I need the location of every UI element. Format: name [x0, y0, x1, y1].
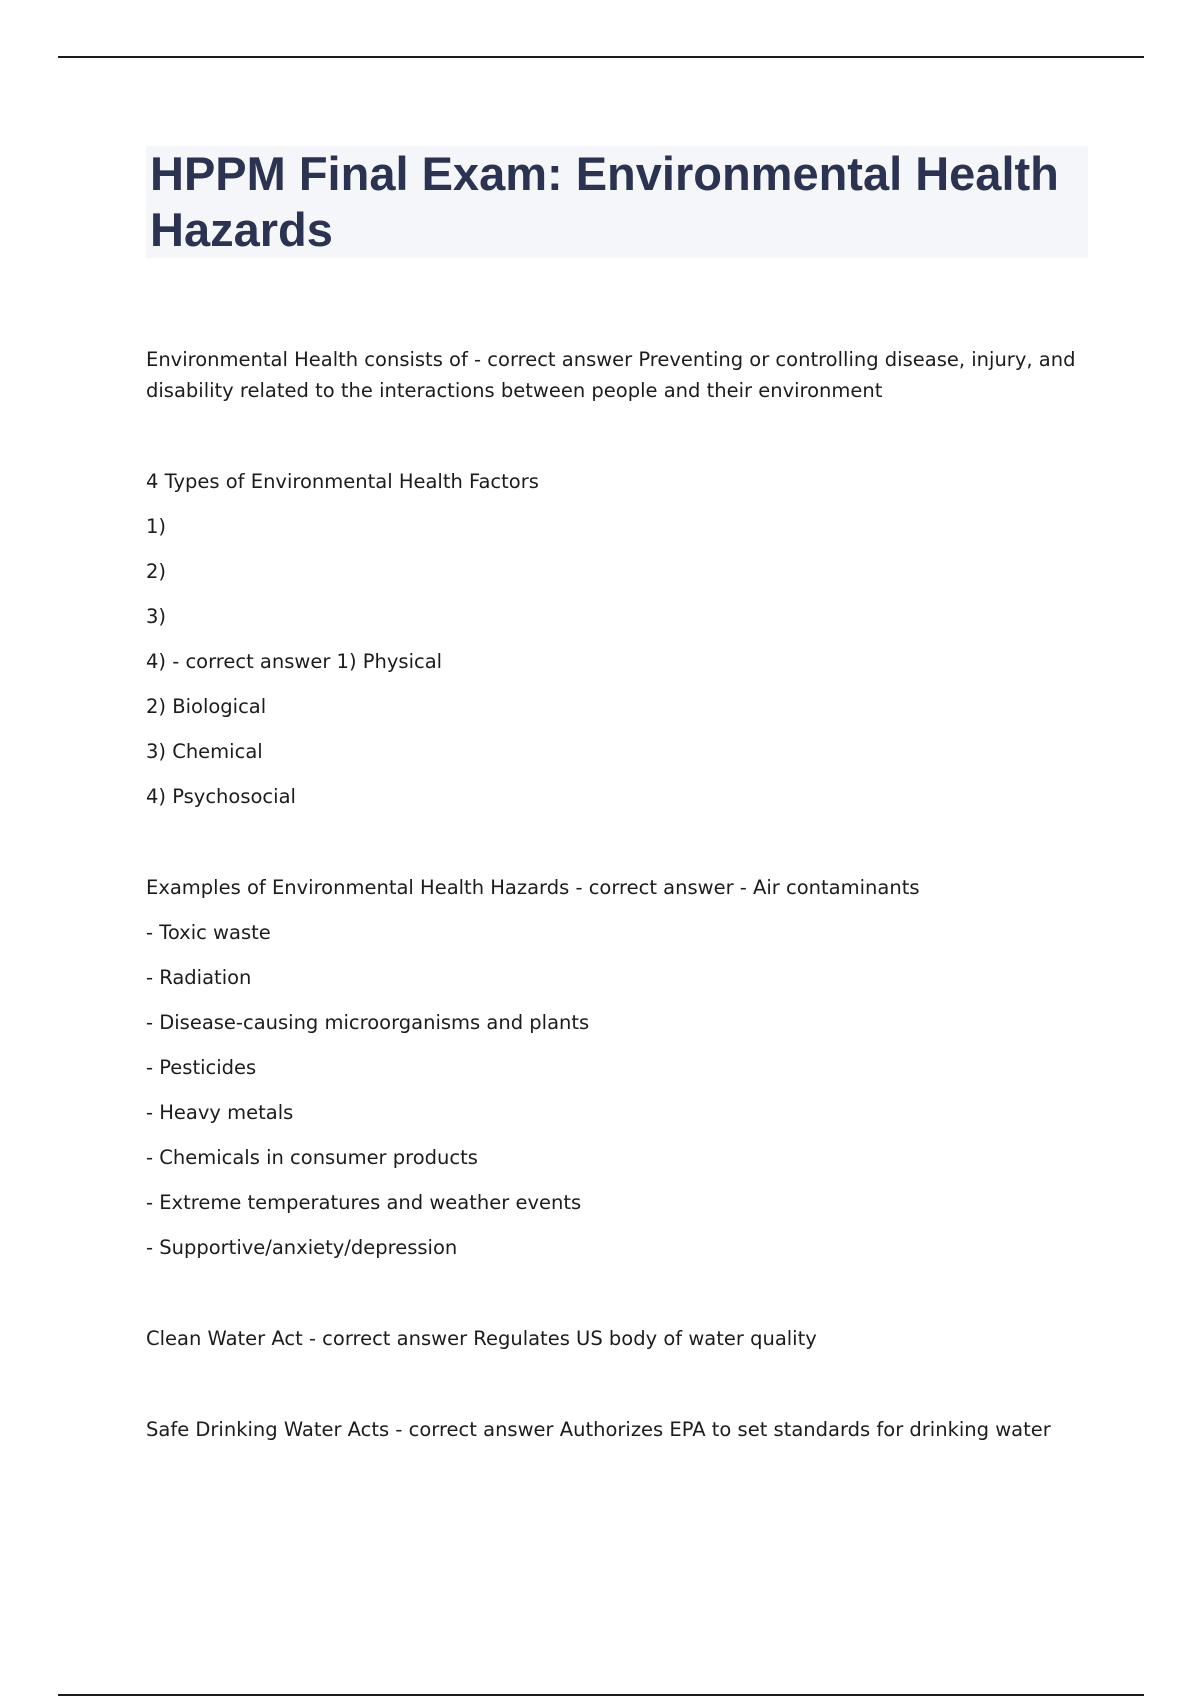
list-item: - Extreme temperatures and weather events — [146, 1191, 582, 1214]
list-item: 2) Biological — [146, 695, 267, 718]
list-item: - Chemicals in consumer products — [146, 1146, 478, 1169]
list-item: - Heavy metals — [146, 1101, 294, 1124]
top-rule — [58, 56, 1144, 58]
document-body — [146, 344, 1092, 1445]
list-item: - Pesticides — [146, 1056, 257, 1079]
spacer — [146, 812, 1092, 872]
page-title: HPPM Final Exam: Environmental Health Hazards — [150, 147, 1059, 256]
title-banner — [146, 146, 1088, 258]
list-item: 3) — [146, 605, 167, 628]
qa-question: 4 Types of Environmental Health Factors — [146, 470, 539, 493]
spacer — [146, 1263, 1092, 1323]
spacer — [146, 406, 1092, 466]
qa-entry-environmental-health — [146, 344, 1092, 406]
list-item: 3) Chemical — [146, 740, 263, 763]
list-item: - Supportive/anxiety/depression — [146, 1236, 458, 1259]
list-item: 4) Psychosocial — [146, 785, 296, 808]
qa-text: Clean Water Act - correct answer Regulates US body of water quality — [146, 1327, 817, 1350]
qa-entry-safe-drinking-water — [146, 1414, 1092, 1445]
list-item: - Disease-causing microorganisms and plants — [146, 1011, 590, 1034]
list-item: - Toxic waste — [146, 921, 271, 944]
spacer — [146, 1354, 1092, 1414]
list-item: 4) - correct answer 1) Physical — [146, 650, 443, 673]
bottom-rule — [58, 1694, 1144, 1696]
list-item: 1) — [146, 515, 167, 538]
qa-text: Safe Drinking Water Acts - correct answer Authorizes EPA to set standards for drinking water — [146, 1418, 1051, 1441]
qa-text: Environmental Health consists of - correct answer Preventing or controlling disease, injury, and disability related to the interactions between people and their environment — [146, 348, 1076, 402]
qa-entry-health-factors — [146, 466, 1092, 812]
list-item: - Radiation — [146, 966, 252, 989]
list-item: 2) — [146, 560, 167, 583]
qa-question: Examples of Environmental Health Hazards - correct answer - Air contaminants — [146, 876, 920, 899]
qa-entry-hazard-examples — [146, 872, 1092, 1263]
qa-entry-clean-water-act — [146, 1323, 1092, 1354]
